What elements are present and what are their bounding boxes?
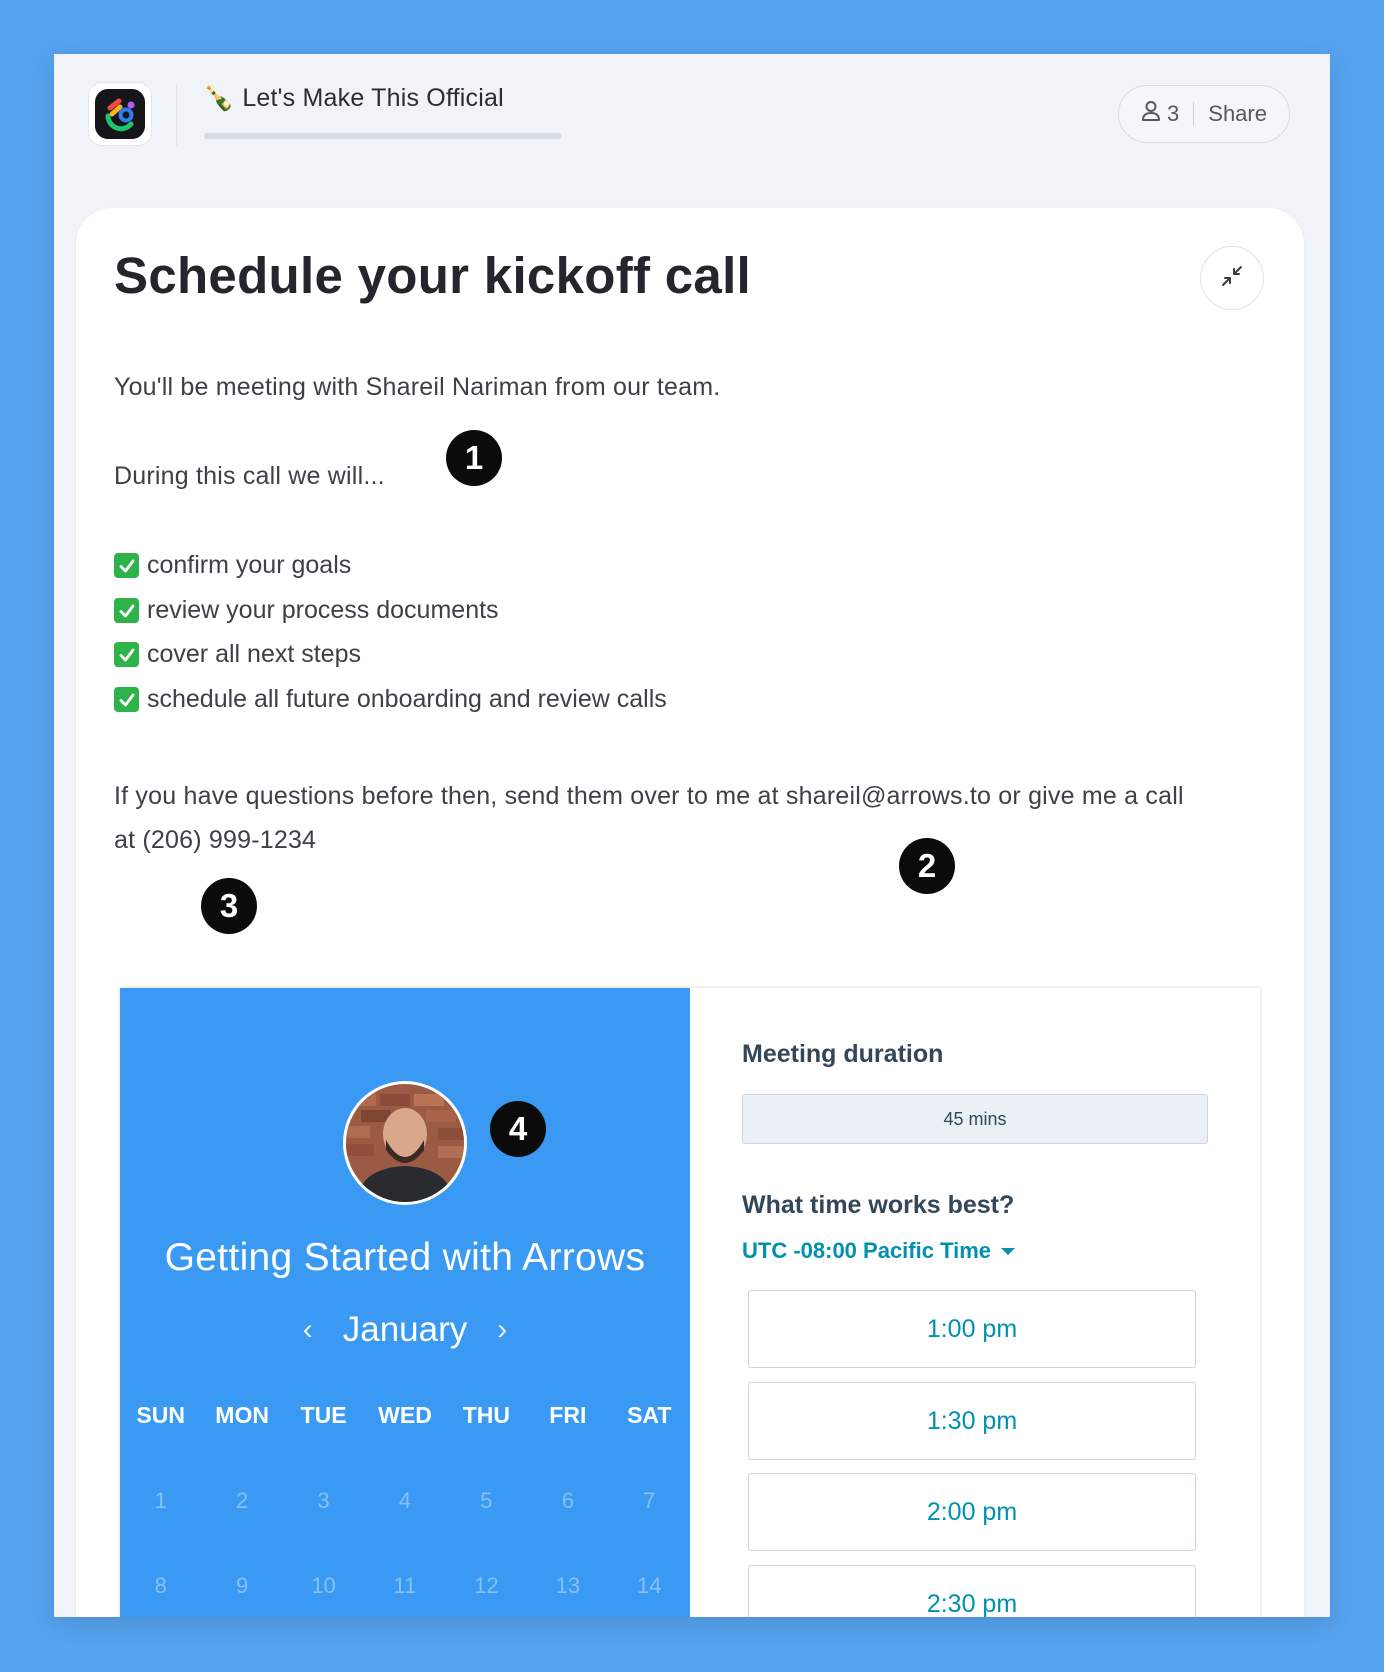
calendar-day: 13 xyxy=(555,1573,581,1598)
calendar-day: 2 xyxy=(236,1488,249,1513)
collaborators[interactable] xyxy=(1141,100,1179,128)
person-icon xyxy=(1141,100,1161,128)
timezone-value: UTC -08:00 Pacific Time xyxy=(742,1238,992,1263)
contact-paragraph xyxy=(114,774,1264,862)
weekday-label: SAT xyxy=(627,1402,672,1428)
document-title[interactable] xyxy=(203,84,504,113)
calendar-week xyxy=(120,1573,690,1599)
card-title: Schedule your kickoff call xyxy=(114,247,752,304)
time-slot-button[interactable]: 2:00 pm xyxy=(748,1473,1196,1551)
checkmark-icon xyxy=(114,553,139,578)
calendar-day: 6 xyxy=(561,1488,574,1513)
checklist-label: review your process documents xyxy=(147,596,499,624)
collapse-button[interactable] xyxy=(1200,246,1264,310)
calendar-day: 4 xyxy=(398,1488,412,1513)
document-title-text: Let's Make This Official xyxy=(242,84,504,112)
title-progress-bar xyxy=(204,133,562,139)
content-card xyxy=(76,208,1304,1617)
caret-down-icon xyxy=(1001,1248,1015,1255)
arrows-app-icon[interactable] xyxy=(88,82,152,146)
calendar-day: 5 xyxy=(480,1488,493,1513)
contact-line-1: If you have questions before then, send them over to me at shareil@arrows.to or give me a call xyxy=(114,782,1184,810)
weekday-header xyxy=(120,1402,690,1429)
checklist-label: confirm your goals xyxy=(147,551,352,579)
collaborator-count: 3 xyxy=(1167,101,1180,126)
timezone-select[interactable] xyxy=(742,1238,1015,1264)
weekday-label: FRI xyxy=(549,1402,587,1428)
checklist-label: schedule all future onboarding and review calls xyxy=(147,685,667,713)
checkmark-icon xyxy=(114,687,139,712)
calendar-day: 11 xyxy=(393,1573,417,1598)
annotation-marker-3: 3 xyxy=(201,878,257,934)
time-slot-button[interactable]: 1:30 pm xyxy=(748,1382,1196,1460)
chevron-right-icon[interactable]: › xyxy=(497,1313,508,1346)
checklist-label: cover all next steps xyxy=(147,640,361,668)
month-navigator xyxy=(120,1310,690,1350)
checklist-item xyxy=(114,640,361,669)
annotation-marker-2: 2 xyxy=(899,838,955,894)
header-divider xyxy=(176,84,177,146)
weekday-label: MON xyxy=(215,1402,269,1428)
month-label: January xyxy=(342,1310,468,1349)
share-label: Share xyxy=(1208,101,1267,126)
calendar-day: 8 xyxy=(154,1573,167,1598)
checkmark-icon xyxy=(114,642,139,667)
calendar-day: 12 xyxy=(474,1573,499,1598)
time-picker-panel xyxy=(690,988,1260,1617)
meeting-scheduler xyxy=(120,988,1260,1617)
champagne-icon: 🍾 xyxy=(203,84,235,112)
calendar-panel xyxy=(120,988,690,1617)
chevron-left-icon[interactable]: ‹ xyxy=(302,1313,313,1346)
duration-option[interactable]: 45 mins xyxy=(742,1094,1208,1144)
collapse-arrows-icon xyxy=(1219,263,1245,294)
calendar-day: 14 xyxy=(637,1573,662,1598)
weekday-label: WED xyxy=(378,1402,432,1428)
duration-label: Meeting duration xyxy=(742,1040,944,1068)
time-slot-button[interactable]: 1:00 pm xyxy=(748,1290,1196,1368)
host-avatar xyxy=(343,1081,467,1205)
share-divider xyxy=(1193,102,1194,126)
contact-line-2: at (206) 999-1234 xyxy=(114,826,317,854)
checklist-item xyxy=(114,685,667,714)
annotation-marker-4: 4 xyxy=(490,1101,546,1157)
weekday-label: SUN xyxy=(136,1402,185,1428)
annotation-marker-1: 1 xyxy=(446,430,502,486)
time-label: What time works best? xyxy=(742,1191,1015,1219)
during-text: During this call we will... xyxy=(114,462,385,490)
share-button[interactable] xyxy=(1118,85,1290,143)
checkmark-icon xyxy=(114,598,139,623)
calendar-day: 7 xyxy=(643,1488,656,1513)
checklist-item xyxy=(114,596,499,625)
app-window xyxy=(54,54,1330,1617)
time-slot-button[interactable]: 2:30 pm xyxy=(748,1565,1196,1617)
weekday-label: THU xyxy=(462,1402,511,1428)
calendar-day: 9 xyxy=(236,1573,249,1598)
calendar-day: 3 xyxy=(317,1488,330,1513)
intro-text: You'll be meeting with Shareil Nariman from our team. xyxy=(114,373,721,401)
checklist-item xyxy=(114,551,351,580)
event-title: Getting Started with Arrows xyxy=(164,1236,646,1279)
calendar-week xyxy=(120,1488,690,1514)
calendar-day: 10 xyxy=(311,1573,336,1598)
calendar-day: 1 xyxy=(154,1488,167,1513)
weekday-label: TUE xyxy=(300,1402,347,1428)
